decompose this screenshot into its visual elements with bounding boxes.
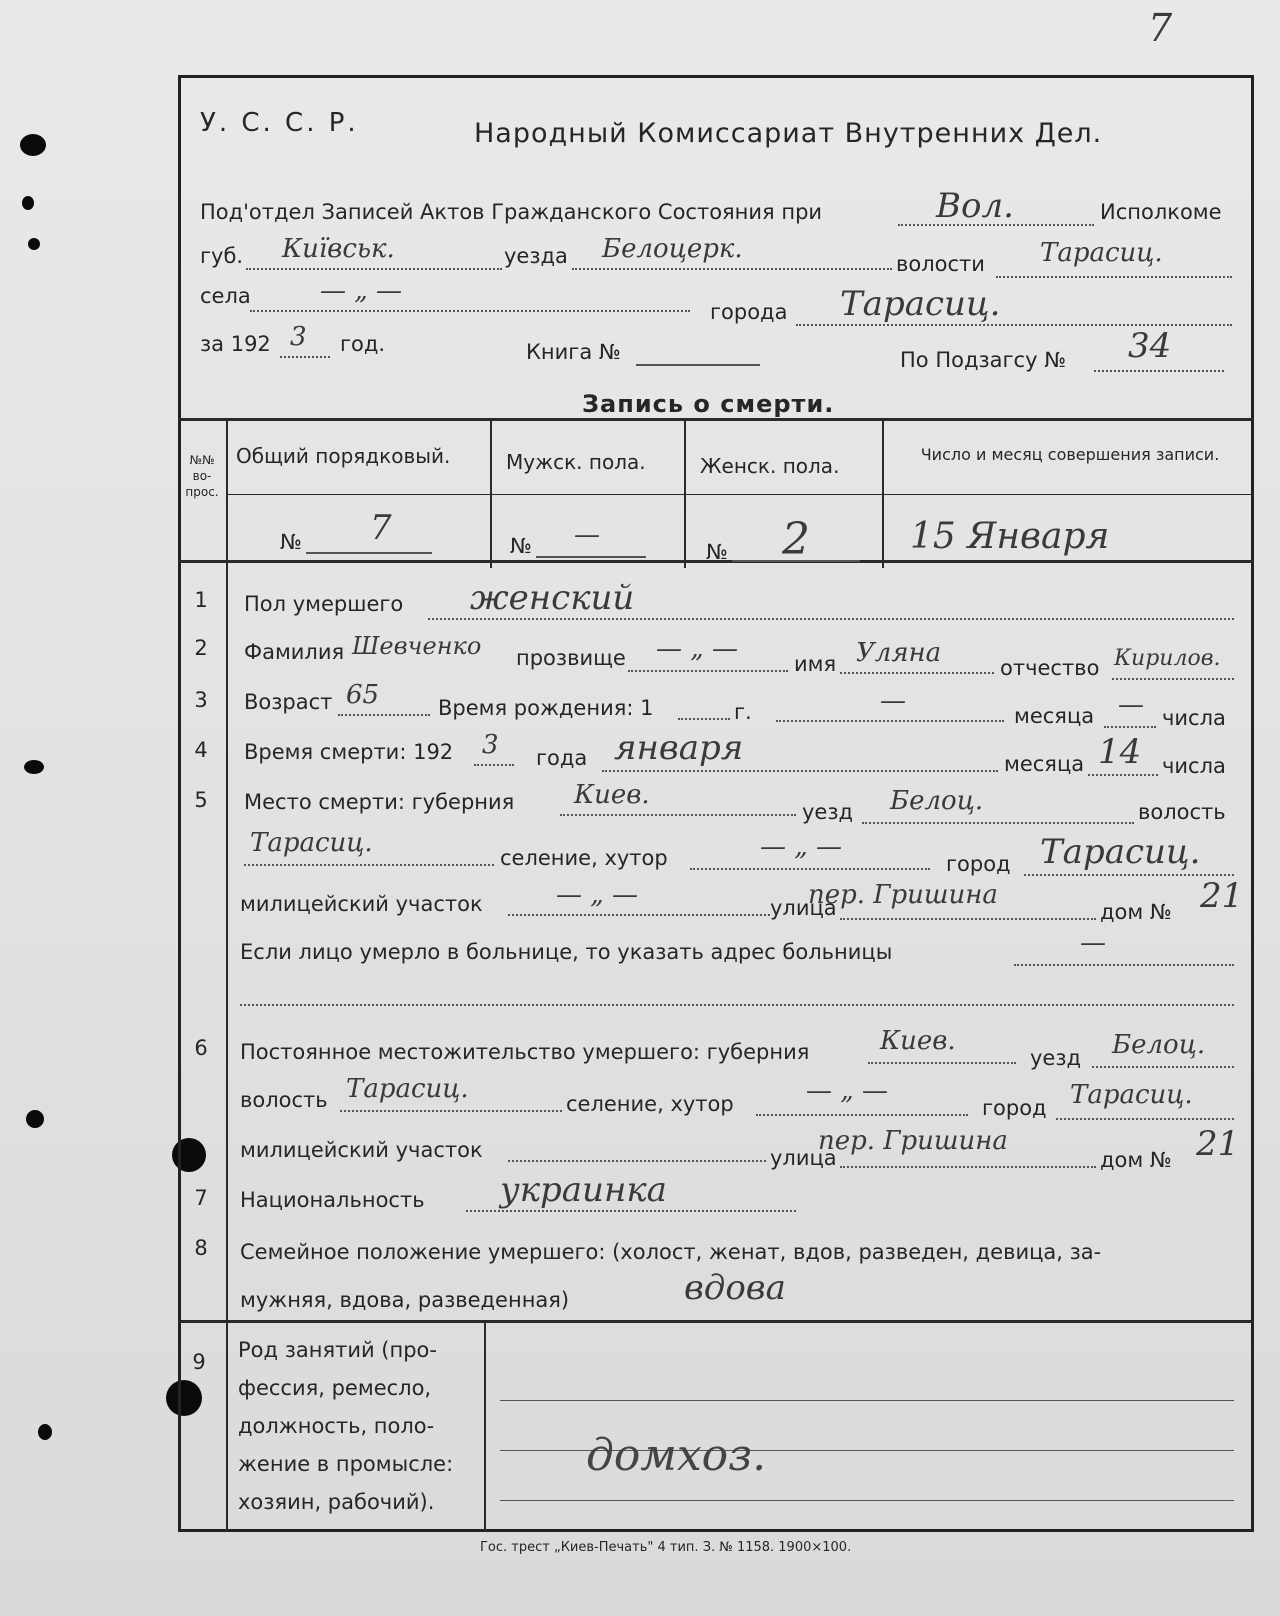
r6-street-line bbox=[840, 1166, 1096, 1168]
punch-hole bbox=[28, 238, 40, 250]
r9-line bbox=[500, 1500, 1234, 1501]
r2-patronymic-line bbox=[1112, 678, 1234, 680]
r5-street-value: пер. Гришина bbox=[808, 880, 998, 910]
subzags-line bbox=[1094, 370, 1224, 372]
r3-month-label: месяца bbox=[1014, 704, 1095, 728]
r5-militia-line bbox=[508, 914, 770, 916]
year-digit: 3 bbox=[290, 322, 307, 352]
subdept-label: Под'отдел Записей Актов Гражданского Состояния при bbox=[200, 200, 823, 224]
r9-label-line2: фессия, ремесло, bbox=[238, 1376, 432, 1400]
r6-uezd-line bbox=[1092, 1066, 1234, 1068]
r5-gub-value: Киев. bbox=[574, 780, 650, 810]
r6-volost-value: Тарасиц. bbox=[346, 1074, 469, 1104]
row-number: 3 bbox=[194, 688, 208, 712]
general-line bbox=[306, 552, 432, 554]
r6-gorod-value: Тарасиц. bbox=[1070, 1080, 1193, 1110]
col-general-header: Общий порядковый. bbox=[236, 444, 451, 468]
r9-label-line3: должность, поло- bbox=[238, 1414, 435, 1438]
num-column-divider bbox=[226, 1323, 228, 1532]
r1-label: Пол умершего bbox=[244, 592, 404, 616]
r5-gorod-value: Тарасиц. bbox=[1040, 832, 1201, 872]
r9-divider bbox=[484, 1323, 486, 1532]
r9-top-rule bbox=[178, 1320, 1254, 1323]
r3-day-label: числа bbox=[1162, 706, 1226, 730]
r5-street-label: улица bbox=[770, 896, 837, 920]
ministry-title: Народный Комиссариат Внутренних Дел. bbox=[474, 118, 1103, 149]
no-sign: № bbox=[706, 540, 728, 564]
table-top-rule bbox=[178, 418, 1254, 421]
col-divider bbox=[684, 418, 686, 568]
gub-line bbox=[246, 268, 502, 270]
male-line bbox=[536, 556, 646, 558]
uezd-label: уезда bbox=[504, 244, 568, 268]
r1-value: женский bbox=[470, 578, 635, 618]
r3-birth-dash: — bbox=[880, 686, 906, 716]
r5-uezd-label: уезд bbox=[802, 800, 854, 824]
row-number: 4 bbox=[194, 738, 208, 762]
gorod-value: Тарасиц. bbox=[840, 284, 1001, 324]
r6-militia-label: милицейский участок bbox=[240, 1138, 483, 1162]
r4-year-label: года bbox=[536, 746, 588, 770]
r5-selo-line bbox=[690, 868, 930, 870]
r3-age-value: 65 bbox=[346, 680, 380, 710]
r3-birth-line bbox=[678, 718, 730, 720]
male-value: — bbox=[574, 520, 600, 550]
r4-day-line bbox=[1088, 774, 1158, 776]
page-number: 7 bbox=[1148, 6, 1173, 50]
r5-volost-line bbox=[244, 864, 494, 866]
row-number: 6 bbox=[194, 1036, 208, 1060]
header-subrule bbox=[226, 494, 1254, 495]
r3-birth-label: Время рождения: 1 bbox=[438, 696, 654, 720]
r9-line bbox=[500, 1400, 1234, 1401]
subdept-value: Вол. bbox=[936, 186, 1014, 226]
r2-family-label: Фамилия bbox=[244, 640, 345, 664]
r4-day-label: числа bbox=[1162, 754, 1226, 778]
r2-family-value: Шевченко bbox=[352, 632, 482, 660]
r4-month-value: января bbox=[614, 728, 744, 768]
r5-volost-label: волость bbox=[1138, 800, 1226, 824]
volost-value: Тарасиц. bbox=[1040, 238, 1163, 268]
r6-selo-value: — „ — bbox=[806, 1076, 888, 1106]
r8-line2: мужняя, вдова, разведенная) bbox=[240, 1288, 570, 1312]
r5-gorod-label: город bbox=[946, 852, 1011, 876]
r5-street-line bbox=[840, 918, 1096, 920]
punch-hole bbox=[24, 760, 44, 774]
r2-nickname-line bbox=[628, 670, 788, 672]
r5-selo-value: — „ — bbox=[760, 832, 842, 862]
col-female-header: Женск. пола. bbox=[700, 454, 840, 478]
row-number: 5 bbox=[194, 788, 208, 812]
female-value: 2 bbox=[782, 514, 810, 565]
r7-label: Национальность bbox=[240, 1188, 425, 1212]
no-sign: № bbox=[280, 530, 302, 554]
r1-line bbox=[428, 618, 1234, 620]
subdept-suffix: Исполкоме bbox=[1100, 200, 1222, 224]
r6-label: Постоянное местожительство умершего: губерния bbox=[240, 1040, 810, 1064]
r3-age-line bbox=[338, 714, 430, 716]
general-value: 7 bbox=[370, 508, 392, 548]
r5-volost-value: Тарасиц. bbox=[250, 828, 373, 858]
uezd-line bbox=[572, 268, 892, 270]
punch-hole bbox=[38, 1424, 52, 1440]
row-number: 7 bbox=[194, 1186, 208, 1210]
r5-house-value: 21 bbox=[1200, 876, 1244, 916]
row-number: 8 bbox=[194, 1236, 208, 1260]
subzags-value: 34 bbox=[1128, 326, 1172, 366]
col-divider bbox=[226, 418, 228, 568]
r3-g-label: г. bbox=[734, 700, 752, 724]
row-number: 2 bbox=[194, 636, 208, 660]
r3-day-line bbox=[1104, 726, 1156, 728]
r6-street-label: улица bbox=[770, 1146, 837, 1170]
r7-line bbox=[466, 1210, 796, 1212]
r6-gorod-line bbox=[1056, 1118, 1234, 1120]
r6-house-label: дом № bbox=[1100, 1148, 1172, 1172]
r8-value: вдова bbox=[684, 1268, 786, 1308]
republic-title: У. С. С. Р. bbox=[200, 108, 359, 138]
r6-selo-line bbox=[756, 1114, 968, 1116]
r4-year-line bbox=[474, 764, 514, 766]
volost-line bbox=[996, 276, 1232, 278]
r2-nickname-value: — „ — bbox=[656, 634, 738, 664]
year-line bbox=[280, 356, 330, 358]
year-prefix: за 192 bbox=[200, 332, 271, 356]
uezd-value: Белоцерк. bbox=[602, 234, 743, 264]
r5-gub-line bbox=[560, 814, 796, 816]
r6-selo-label: селение, хутор bbox=[566, 1092, 734, 1116]
r5-hospital-label: Если лицо умерло в больнице, то указать адрес больницы bbox=[240, 940, 893, 964]
r4-month-line bbox=[602, 770, 998, 772]
col-divider bbox=[882, 418, 884, 568]
subzags-label: По Подзагсу № bbox=[900, 348, 1067, 372]
gorod-label: города bbox=[710, 300, 788, 324]
col-male-header: Мужск. пола. bbox=[506, 450, 646, 474]
date-value: 15 Января bbox=[910, 516, 1110, 557]
r6-uezd-label: уезд bbox=[1030, 1046, 1082, 1070]
year-suffix: год. bbox=[340, 332, 386, 356]
r6-house-value: 21 bbox=[1196, 1124, 1240, 1164]
r5-house-label: дом № bbox=[1100, 900, 1172, 924]
form-title: Запись о смерти. bbox=[582, 390, 835, 418]
r4-year-digit: 3 bbox=[482, 730, 499, 760]
gub-value: Київськ. bbox=[282, 234, 395, 264]
r6-volost-label: волость bbox=[240, 1088, 328, 1112]
r2-nickname-label: прозвище bbox=[516, 646, 626, 670]
r5-selo-label: селение, хутор bbox=[500, 846, 668, 870]
col-divider bbox=[490, 418, 492, 568]
row-number: 9 bbox=[192, 1350, 206, 1374]
r4-month-label: месяца bbox=[1004, 752, 1085, 776]
r2-name-label: имя bbox=[794, 652, 837, 676]
r2-patronymic-value: Кирилов. bbox=[1114, 646, 1221, 671]
punch-hole bbox=[26, 1110, 44, 1128]
r5-label: Место смерти: губерния bbox=[244, 790, 515, 814]
selo-label: села bbox=[200, 284, 251, 308]
col-date-header: Число и месяц совершения записи. bbox=[920, 445, 1220, 464]
r3-month-line bbox=[776, 720, 1004, 722]
r9-label-line5: хозяин, рабочий). bbox=[238, 1490, 435, 1514]
r5-hospital-line bbox=[1014, 964, 1234, 966]
r5-militia-label: милицейский участок bbox=[240, 892, 483, 916]
r5-uezd-line bbox=[862, 822, 1134, 824]
r6-street-value: пер. Гришина bbox=[818, 1126, 1008, 1156]
r6-uezd-value: Белоц. bbox=[1112, 1030, 1206, 1060]
r6-militia-line bbox=[508, 1160, 766, 1162]
punch-hole bbox=[20, 134, 46, 156]
book-line bbox=[636, 364, 760, 366]
r6-volost-line bbox=[340, 1110, 562, 1112]
r6-gub-value: Киев. bbox=[880, 1026, 956, 1056]
col-num-header: №№ во-прос. bbox=[185, 453, 219, 499]
r9-value: домхоз. bbox=[586, 1430, 767, 1481]
row-number: 1 bbox=[194, 588, 208, 612]
gub-label: губ. bbox=[200, 244, 244, 268]
r2-patronymic-label: отчество bbox=[1000, 656, 1100, 680]
r4-day-value: 14 bbox=[1098, 732, 1142, 772]
r2-name-value: Уляна bbox=[856, 638, 942, 668]
r7-value: украинка bbox=[500, 1170, 667, 1210]
selo-value: — „ — bbox=[320, 276, 402, 306]
r6-gorod-label: город bbox=[982, 1096, 1047, 1120]
r9-label-line4: жение в промысле: bbox=[238, 1452, 454, 1476]
r5-hospital-value: — bbox=[1080, 928, 1106, 958]
r5-hospital-line-2 bbox=[240, 1004, 1234, 1006]
r9-label-line1: Род занятий (про- bbox=[238, 1338, 437, 1362]
book-label: Книга № bbox=[526, 340, 621, 364]
num-column-divider bbox=[226, 563, 228, 1321]
no-sign: № bbox=[510, 534, 532, 558]
printer-imprint: Гос. трест „Киев-Печать" 4 тип. З. № 1158. 1900×100. bbox=[480, 1540, 852, 1555]
r8-line1: Семейное положение умершего: (холост, женат, вдов, разведен, девица, за- bbox=[240, 1240, 1102, 1264]
r4-label: Время смерти: 192 bbox=[244, 740, 454, 764]
volost-label: волости bbox=[896, 252, 985, 276]
r6-gub-line bbox=[868, 1062, 1016, 1064]
r2-name-line bbox=[840, 672, 994, 674]
r3-month-dash: — bbox=[1118, 690, 1144, 720]
r5-uezd-value: Белоц. bbox=[890, 786, 984, 816]
r3-age-label: Возраст bbox=[244, 690, 333, 714]
r5-militia-value: — „ — bbox=[556, 880, 638, 910]
punch-hole bbox=[22, 196, 34, 210]
selo-line bbox=[250, 310, 690, 312]
